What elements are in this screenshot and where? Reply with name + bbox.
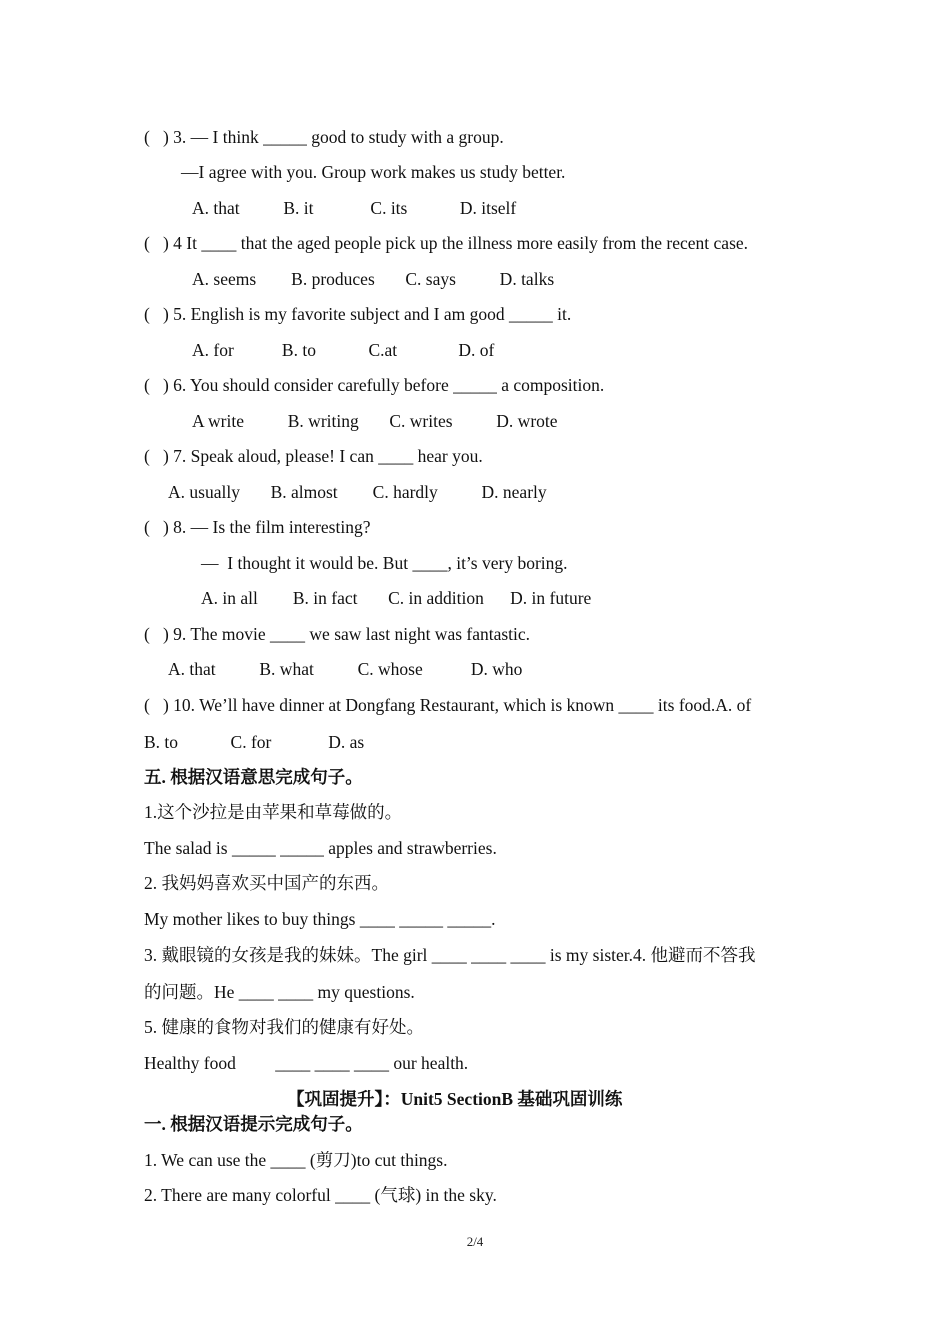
question-9-options: A. that B. what C. whose D. who: [168, 659, 523, 679]
question-8-reply: — I thought it would be. But ____, it’s very boring.: [201, 553, 568, 573]
fill-blank-2: 2. There are many colorful ____ (气球) in the sky.: [144, 1185, 497, 1205]
translation-1-english: The salad is _____ _____ apples and strawberries.: [144, 838, 497, 858]
question-3-options: A. that B. it C. its D. itself: [192, 198, 517, 218]
question-3-reply: —I agree with you. Group work makes us study better.: [181, 162, 566, 182]
question-9-stem: ( ) 9. The movie ____ we saw last night was fantastic.: [144, 624, 531, 644]
question-5-options: A. for B. to C.at D. of: [192, 340, 495, 360]
question-3-stem: ( ) 3. — I think _____ good to study with a group.: [144, 127, 504, 147]
question-10-stem: ( ) 10. We’ll have dinner at Dongfang Restaurant, which is known ____ its food.A. of: [144, 695, 752, 715]
translation-2-chinese: 2. 我妈妈喜欢买中国产的东西。: [144, 873, 389, 893]
consolidation-title: 【巩固提升】：Unit5 SectionB 基础巩固训练: [287, 1089, 623, 1109]
question-7-stem: ( ) 7. Speak aloud, please! I can ____ hear you.: [144, 446, 483, 466]
translation-5-chinese: 5. 健康的食物对我们的健康有好处。: [144, 1017, 424, 1037]
question-7-options: A. usually B. almost C. hardly D. nearly: [168, 482, 547, 502]
translation-2-english: My mother likes to buy things ____ _____ _____.: [144, 909, 496, 929]
question-4-options: A. seems B. produces C. says D. talks: [192, 269, 555, 289]
question-4-stem: ( ) 4 It ____ that the aged people pick up the illness more easily from the recent case.: [144, 233, 749, 253]
question-6-stem: ( ) 6. You should consider carefully before _____ a composition.: [144, 375, 605, 395]
translation-3-4-line: 3. 戴眼镜的女孩是我的妹妹。The girl ____ ____ ____ is my sister.4. 他避而不答我: [144, 945, 756, 965]
page-number: 2/4: [466, 1234, 484, 1249]
question-10-options: B. to C. for D. as: [144, 732, 365, 752]
section-1-heading: 一. 根据汉语提示完成句子。: [144, 1114, 363, 1134]
translation-1-chinese: 1.这个沙拉是由苹果和草莓做的。: [144, 802, 403, 822]
question-8-options: A. in all B. in fact C. in addition D. in future: [201, 588, 592, 608]
fill-blank-1: 1. We can use the ____ (剪刀)to cut things.: [144, 1150, 448, 1170]
translation-4-continued: 的问题。He ____ ____ my questions.: [144, 982, 415, 1002]
question-8-stem: ( ) 8. — Is the film interesting?: [144, 517, 371, 537]
question-6-options: A write B. writing C. writes D. wrote: [192, 411, 558, 431]
section-5-heading: 五. 根据汉语意思完成句子。: [144, 767, 363, 787]
question-5-stem: ( ) 5. English is my favorite subject and I am good _____ it.: [144, 304, 572, 324]
translation-5-english: Healthy food ____ ____ ____ our health.: [144, 1053, 469, 1073]
